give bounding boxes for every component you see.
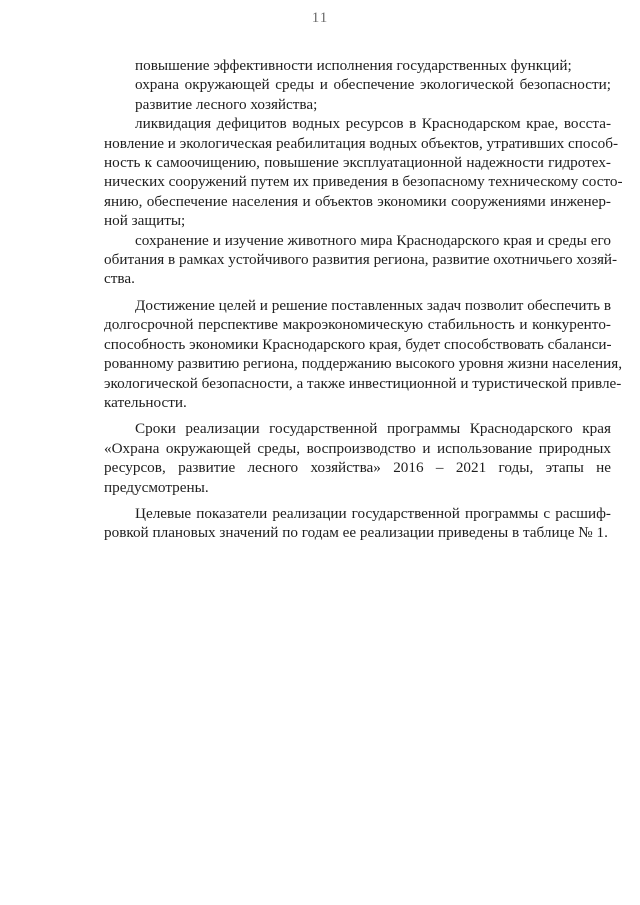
text-line: повышение эффективности исполнения государственных функций; (135, 57, 572, 74)
text-line: ства. (104, 270, 135, 288)
page-number: 11 (311, 10, 329, 26)
paragraph (104, 504, 611, 543)
text-line: ной защиты; (104, 212, 186, 230)
paragraph (104, 114, 623, 230)
document-body (104, 56, 623, 543)
text-line: сохранение и изучение животного мира Краснодарского края и среды его (135, 231, 611, 249)
text-line: кательности. (104, 393, 187, 411)
text-line: ность к самоочищению, повышение эксплуатационной надежности гидротех- (104, 154, 611, 172)
text-line: Достижение целей и решение поставленных задач позволит обеспечить в (135, 296, 611, 314)
text-line: новление и экологическая реабилитация водных объектов, утративших способ- (104, 134, 619, 152)
paragraph (104, 56, 611, 75)
paragraph (104, 75, 611, 94)
text-line: Целевые показатели реализации государственной программы с расшиф- (135, 504, 611, 522)
text-line: ровкой плановых значений по годам ее реализации приведены в таблице № 1. (104, 524, 608, 542)
paragraph (104, 95, 611, 114)
text-line: рованному развитию региона, поддержанию высокого уровня жизни населения, (104, 355, 623, 373)
paragraph (104, 419, 611, 497)
text-line: нических сооружений путем их приведения в безопасному техническому состо- (104, 173, 623, 191)
text-line: ресурсов, развитие лесного хозяйства» 2016 – 2021 годы, этапы не (104, 459, 611, 477)
text-line: ликвидация дефицитов водных ресурсов в Краснодарском крае, восста- (135, 115, 611, 133)
text-line: развитие лесного хозяйства; (135, 95, 318, 113)
text-line: экологической безопасности, а также инвестиционной и туристической привле- (104, 374, 622, 392)
text-line: долгосрочной перспективе макроэкономическую стабильность и конкурентo- (104, 316, 611, 334)
paragraph (104, 296, 623, 412)
text-line: предусмотрены. (104, 478, 209, 496)
text-line: «Охрана окружающей среды, воспроизводство и использование природных (104, 439, 611, 457)
text-line: Сроки реализации государственной программы Краснодарского края (135, 420, 611, 438)
paragraph (104, 231, 618, 289)
text-line: янию, обеспечение населения и объектов экономики сооружениями инженер- (104, 192, 611, 210)
text-line: охрана окружающей среды и обеспечение экологической безопасности; (135, 76, 611, 94)
text-line: способность экономики Краснодарского края, будет способствовать сбаланси- (104, 335, 612, 353)
text-line: обитания в рамках устойчивого развития региона, развитие охотничьего хозяй- (104, 251, 618, 269)
